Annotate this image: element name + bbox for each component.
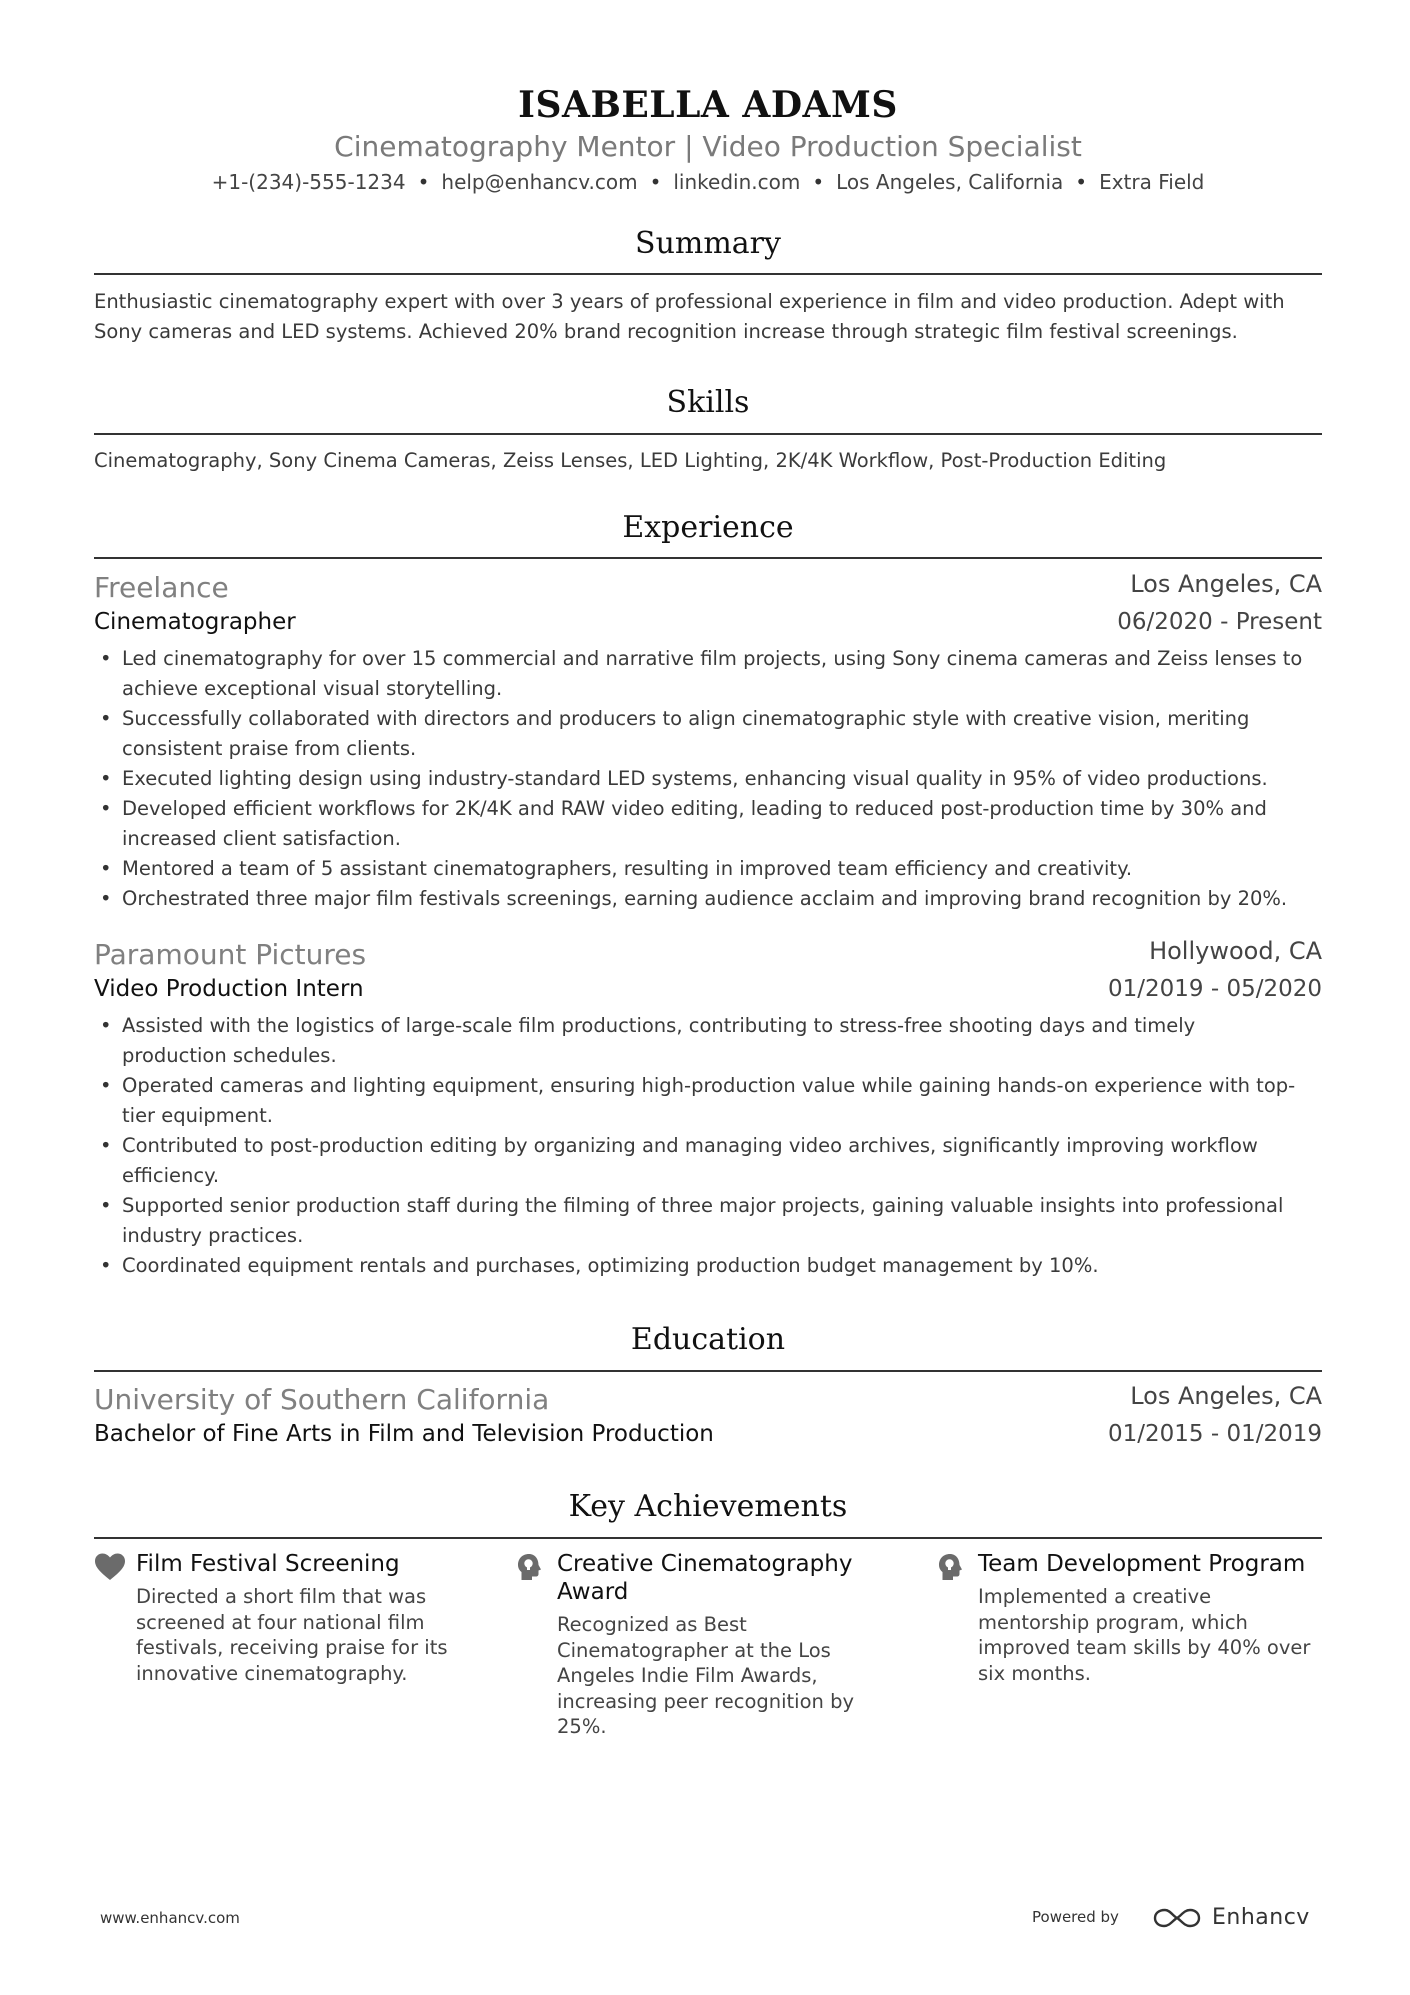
linkedin-link[interactable]: linkedin.com <box>673 170 801 194</box>
achievement-description: Directed a short film that was screened at four national film festivals, receiving praise for its innovative cinematography. <box>136 1585 448 1685</box>
achievement-title: Creative Cinematography Award <box>557 1551 853 1605</box>
job-bullets <box>94 1011 1322 1281</box>
list-item: • Supported senior production staff during the filming of three major projects, gaining valuable insights into professional industry practices. <box>94 1191 1322 1251</box>
candidate-name: ISABELLA ADAMS <box>518 84 898 126</box>
job-location: Los Angeles, CA <box>1130 570 1322 598</box>
section-title-summary: Summary <box>635 226 781 261</box>
phone: +1-(234)-555-1234 <box>211 170 406 194</box>
section-divider <box>94 557 1322 559</box>
job-bullets <box>94 644 1322 914</box>
list-item: • Operated cameras and lighting equipment, ensuring high-production value while gaining hands-on experience with top- tier equipment. <box>94 1071 1322 1131</box>
list-item: • Executed lighting design using industry-standard LED systems, enhancing visual quality in 95% of video productions. <box>94 764 1322 794</box>
powered-by-label: Powered by <box>1032 1908 1119 1926</box>
list-item: • Mentored a team of 5 assistant cinematographers, resulting in improved team efficiency and creativity. <box>94 854 1322 884</box>
email-link[interactable]: help@enhancv.com <box>441 170 638 194</box>
contact-line <box>94 170 1322 194</box>
job-role: Video Production Intern <box>94 976 364 1002</box>
section-divider <box>94 273 1322 275</box>
achievement-item <box>515 1550 905 1750</box>
enhancv-logo[interactable] <box>1152 1903 1342 1933</box>
achievement-item <box>936 1550 1326 1700</box>
job-dates: 06/2020 - Present <box>1117 609 1322 635</box>
achievement-item <box>94 1550 484 1700</box>
separator-dot: • <box>812 170 825 194</box>
job-role: Cinematographer <box>94 609 296 635</box>
job-location: Hollywood, CA <box>1149 937 1322 965</box>
extra-field: Extra Field <box>1099 170 1205 194</box>
summary-text: Enthusiastic cinematography expert with over 3 years of professional experience in film and video production. Adept with Sony cameras and LED systems. Achieved 20% brand recognition increase through strategic film festival screenings. <box>94 290 1285 343</box>
section-divider <box>94 1370 1322 1372</box>
footer-website-link[interactable]: www.enhancv.com <box>100 1909 240 1927</box>
education-dates: 01/2015 - 01/2019 <box>1107 1421 1322 1447</box>
section-divider <box>94 1537 1322 1539</box>
achievement-description: Implemented a creative mentorship program, which improved team skills by 40% over six months. <box>978 1585 1311 1685</box>
section-title-achievements: Key Achievements <box>568 1489 848 1524</box>
head-idea-icon <box>515 1552 547 1582</box>
headline: Cinematography Mentor | Video Production Specialist <box>334 130 1082 163</box>
section-title-skills: Skills <box>666 385 750 420</box>
education-degree: Bachelor of Fine Arts in Film and Television Production <box>94 1421 714 1447</box>
job-company: Paramount Pictures <box>94 938 367 971</box>
brand-name: Enhancv <box>1212 1905 1310 1930</box>
heart-icon <box>94 1552 126 1582</box>
separator-dot: • <box>649 170 662 194</box>
location: Los Angeles, California <box>836 170 1064 194</box>
section-title-experience: Experience <box>622 510 794 545</box>
infinity-logo-icon <box>1152 1906 1202 1930</box>
section-divider <box>94 433 1322 435</box>
job-dates: 01/2019 - 05/2020 <box>1107 976 1322 1002</box>
section-title-education: Education <box>630 1322 786 1357</box>
list-item: • Orchestrated three major film festivals screenings, earning audience acclaim and improving brand recognition by 20%. <box>94 884 1322 914</box>
job-company: Freelance <box>94 571 229 604</box>
list-item: • Led cinematography for over 15 commercial and narrative film projects, using Sony cinema cameras and Zeiss lenses to achieve exceptional visual storytelling. <box>94 644 1322 704</box>
achievement-title: Film Festival Screening <box>136 1551 400 1577</box>
education-location: Los Angeles, CA <box>1130 1382 1322 1410</box>
achievement-title: Team Development Program <box>978 1551 1306 1577</box>
skills-text: Cinematography, Sony Cinema Cameras, Zeiss Lenses, LED Lighting, 2K/4K Workflow, Post-Production Editing <box>94 449 1167 472</box>
list-item: • Developed efficient workflows for 2K/4K and RAW video editing, leading to reduced post-production time by 30% and increased client satisfaction. <box>94 794 1322 854</box>
education-school: University of Southern California <box>94 1383 550 1416</box>
achievement-description: Recognized as Best Cinematographer at the Los Angeles Indie Film Awards, increasing peer recognition by 25%. <box>557 1613 854 1738</box>
list-item: • Successfully collaborated with directors and producers to align cinematographic style with creative vision, meriting consistent praise from clients. <box>94 704 1322 764</box>
head-idea-icon <box>936 1552 968 1582</box>
list-item: • Assisted with the logistics of large-scale film productions, contributing to stress-free shooting days and timely production schedules. <box>94 1011 1322 1071</box>
separator-dot: • <box>1075 170 1088 194</box>
separator-dot: • <box>417 170 430 194</box>
list-item: • Coordinated equipment rentals and purchases, optimizing production budget management by 10%. <box>94 1251 1322 1281</box>
list-item: • Contributed to post-production editing by organizing and managing video archives, significantly improving workflow efficiency. <box>94 1131 1322 1191</box>
